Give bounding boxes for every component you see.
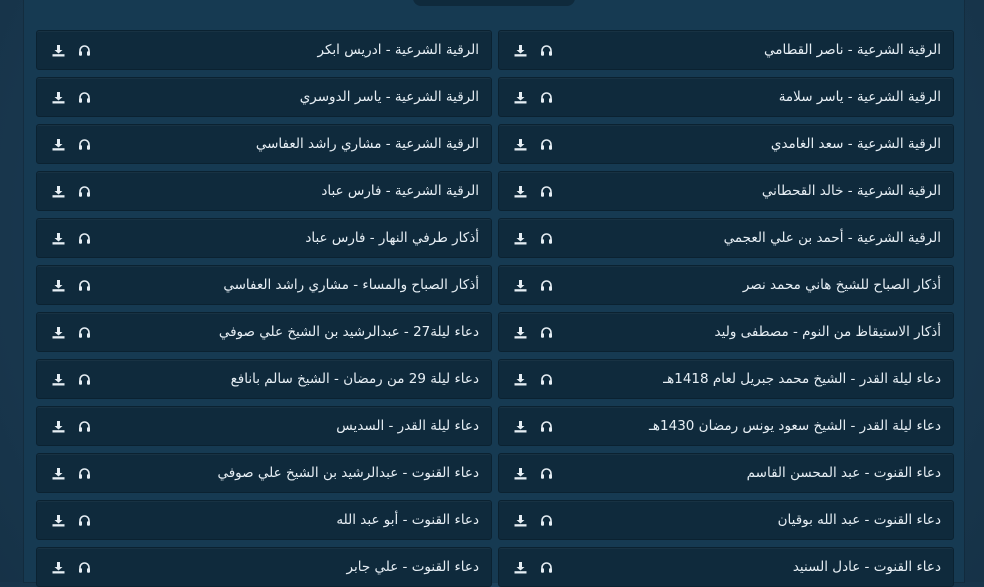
download-icon[interactable]	[51, 90, 65, 104]
download-icon[interactable]	[51, 419, 65, 433]
list-item[interactable]	[36, 547, 492, 587]
item-actions	[513, 172, 553, 210]
download-icon[interactable]	[513, 466, 527, 480]
audio-list	[36, 30, 954, 587]
item-title[interactable]: دعاء القنوت - عبدالرشيد بن الشيخ علي صوفي	[217, 465, 479, 481]
item-title[interactable]: دعاء ليلة 29 من رمضان - الشيخ سالم بانافع	[230, 371, 479, 387]
list-item[interactable]	[36, 265, 492, 305]
item-actions	[513, 219, 553, 257]
headphones-icon[interactable]	[77, 231, 91, 245]
item-actions	[513, 266, 553, 304]
download-icon[interactable]	[513, 513, 527, 527]
item-title[interactable]: الرقية الشرعية - ناصر القطامي	[764, 42, 941, 58]
headphones-icon[interactable]	[539, 231, 553, 245]
item-actions	[51, 125, 91, 163]
headphones-icon[interactable]	[77, 90, 91, 104]
headphones-icon[interactable]	[77, 513, 91, 527]
item-actions	[51, 266, 91, 304]
item-actions	[513, 548, 553, 586]
item-title[interactable]: دعاء القنوت - عادل السنيد	[792, 559, 941, 575]
list-item[interactable]	[498, 30, 954, 70]
list-item[interactable]	[498, 124, 954, 164]
list-item[interactable]	[498, 547, 954, 587]
headphones-icon[interactable]	[77, 560, 91, 574]
headphones-icon[interactable]	[77, 43, 91, 57]
item-actions	[513, 31, 553, 69]
item-title[interactable]: دعاء ليلة27 - عبدالرشيد بن الشيخ علي صوفي	[218, 324, 479, 340]
headphones-icon[interactable]	[539, 43, 553, 57]
download-icon[interactable]	[51, 466, 65, 480]
download-icon[interactable]	[51, 560, 65, 574]
download-icon[interactable]	[51, 137, 65, 151]
list-item[interactable]	[498, 218, 954, 258]
item-actions	[51, 172, 91, 210]
download-icon[interactable]	[513, 372, 527, 386]
headphones-icon[interactable]	[77, 325, 91, 339]
item-actions	[51, 454, 91, 492]
item-title[interactable]: دعاء القنوت - علي جابر	[346, 559, 479, 575]
list-item[interactable]	[36, 500, 492, 540]
item-actions	[513, 313, 553, 351]
headphones-icon[interactable]	[539, 90, 553, 104]
download-icon[interactable]	[513, 137, 527, 151]
download-icon[interactable]	[513, 560, 527, 574]
headphones-icon[interactable]	[77, 466, 91, 480]
headphones-icon[interactable]	[77, 372, 91, 386]
item-title[interactable]: أذكار طرفي النهار - فارس عباد	[305, 230, 479, 246]
item-title[interactable]: الرقية الشرعية - ياسر سلامة	[778, 89, 941, 105]
list-item[interactable]	[498, 500, 954, 540]
item-actions	[51, 78, 91, 116]
download-icon[interactable]	[51, 231, 65, 245]
list-item[interactable]	[36, 453, 492, 493]
item-title[interactable]: دعاء القنوت - عبد الله بوقيان	[777, 512, 941, 528]
item-actions	[51, 31, 91, 69]
item-actions	[513, 454, 553, 492]
item-title[interactable]: أذكار الاستيقاظ من النوم - مصطفى وليد	[714, 324, 941, 340]
item-title[interactable]: أذكار الصباح للشيخ هاني محمد نصر	[742, 277, 941, 293]
item-actions	[51, 501, 91, 539]
item-title[interactable]: أذكار الصباح والمساء - مشاري راشد العفاسي	[223, 277, 479, 293]
item-actions	[51, 313, 91, 351]
download-icon[interactable]	[513, 325, 527, 339]
list-item[interactable]	[498, 406, 954, 446]
headphones-icon[interactable]	[77, 419, 91, 433]
list-item[interactable]	[498, 265, 954, 305]
item-title[interactable]: الرقية الشرعية - ادريس ابكر	[317, 42, 479, 58]
headphones-icon[interactable]	[539, 184, 553, 198]
item-title[interactable]: الرقية الشرعية - سعد الغامدي	[770, 136, 941, 152]
item-title[interactable]: دعاء ليلة القدر - الشيخ سعود يونس رمضان 1430هـ	[648, 418, 941, 434]
headphones-icon[interactable]	[539, 419, 553, 433]
item-title[interactable]: الرقية الشرعية - ياسر الدوسري	[299, 89, 479, 105]
list-item[interactable]	[36, 77, 492, 117]
item-actions	[51, 407, 91, 445]
download-icon[interactable]	[51, 184, 65, 198]
list-item[interactable]	[498, 77, 954, 117]
download-icon[interactable]	[513, 43, 527, 57]
headphones-icon[interactable]	[539, 372, 553, 386]
item-title[interactable]: دعاء ليلة القدر - الشيخ محمد جبريل لعام 1418هـ	[663, 371, 941, 387]
download-icon[interactable]	[513, 231, 527, 245]
list-item[interactable]	[36, 171, 492, 211]
item-actions	[513, 407, 553, 445]
item-actions	[51, 360, 91, 398]
top-tab[interactable]	[413, 0, 575, 6]
download-icon[interactable]	[51, 372, 65, 386]
item-title[interactable]: دعاء القنوت - أبو عبد الله	[336, 512, 479, 528]
item-actions	[513, 78, 553, 116]
download-icon[interactable]	[513, 278, 527, 292]
list-item[interactable]	[498, 359, 954, 399]
item-title[interactable]: دعاء القنوت - عبد المحسن القاسم	[746, 465, 941, 481]
headphones-icon[interactable]	[539, 513, 553, 527]
headphones-icon[interactable]	[539, 278, 553, 292]
download-icon[interactable]	[51, 278, 65, 292]
item-actions	[51, 548, 91, 586]
item-actions	[513, 501, 553, 539]
list-item[interactable]	[36, 124, 492, 164]
download-icon[interactable]	[51, 513, 65, 527]
item-title[interactable]: الرقية الشرعية - فارس عباد	[321, 183, 479, 199]
item-title[interactable]: الرقية الشرعية - أحمد بن علي العجمي	[723, 230, 941, 246]
headphones-icon[interactable]	[77, 278, 91, 292]
headphones-icon[interactable]	[77, 184, 91, 198]
list-item[interactable]	[498, 171, 954, 211]
list-item[interactable]	[36, 406, 492, 446]
list-item[interactable]	[498, 453, 954, 493]
list-item[interactable]	[498, 312, 954, 352]
list-item[interactable]	[36, 30, 492, 70]
list-item[interactable]	[36, 359, 492, 399]
item-title[interactable]: الرقية الشرعية - خالد القحطاني	[761, 183, 941, 199]
item-title[interactable]: دعاء ليلة القدر - السديس	[336, 418, 479, 434]
headphones-icon[interactable]	[77, 137, 91, 151]
item-actions	[513, 360, 553, 398]
headphones-icon[interactable]	[539, 560, 553, 574]
item-actions	[513, 125, 553, 163]
download-icon[interactable]	[51, 43, 65, 57]
headphones-icon[interactable]	[539, 325, 553, 339]
headphones-icon[interactable]	[539, 137, 553, 151]
download-icon[interactable]	[513, 184, 527, 198]
list-item[interactable]	[36, 218, 492, 258]
item-actions	[51, 219, 91, 257]
download-icon[interactable]	[51, 325, 65, 339]
download-icon[interactable]	[513, 419, 527, 433]
item-title[interactable]: الرقية الشرعية - مشاري راشد العفاسي	[255, 136, 479, 152]
list-item[interactable]	[36, 312, 492, 352]
headphones-icon[interactable]	[539, 466, 553, 480]
download-icon[interactable]	[513, 90, 527, 104]
